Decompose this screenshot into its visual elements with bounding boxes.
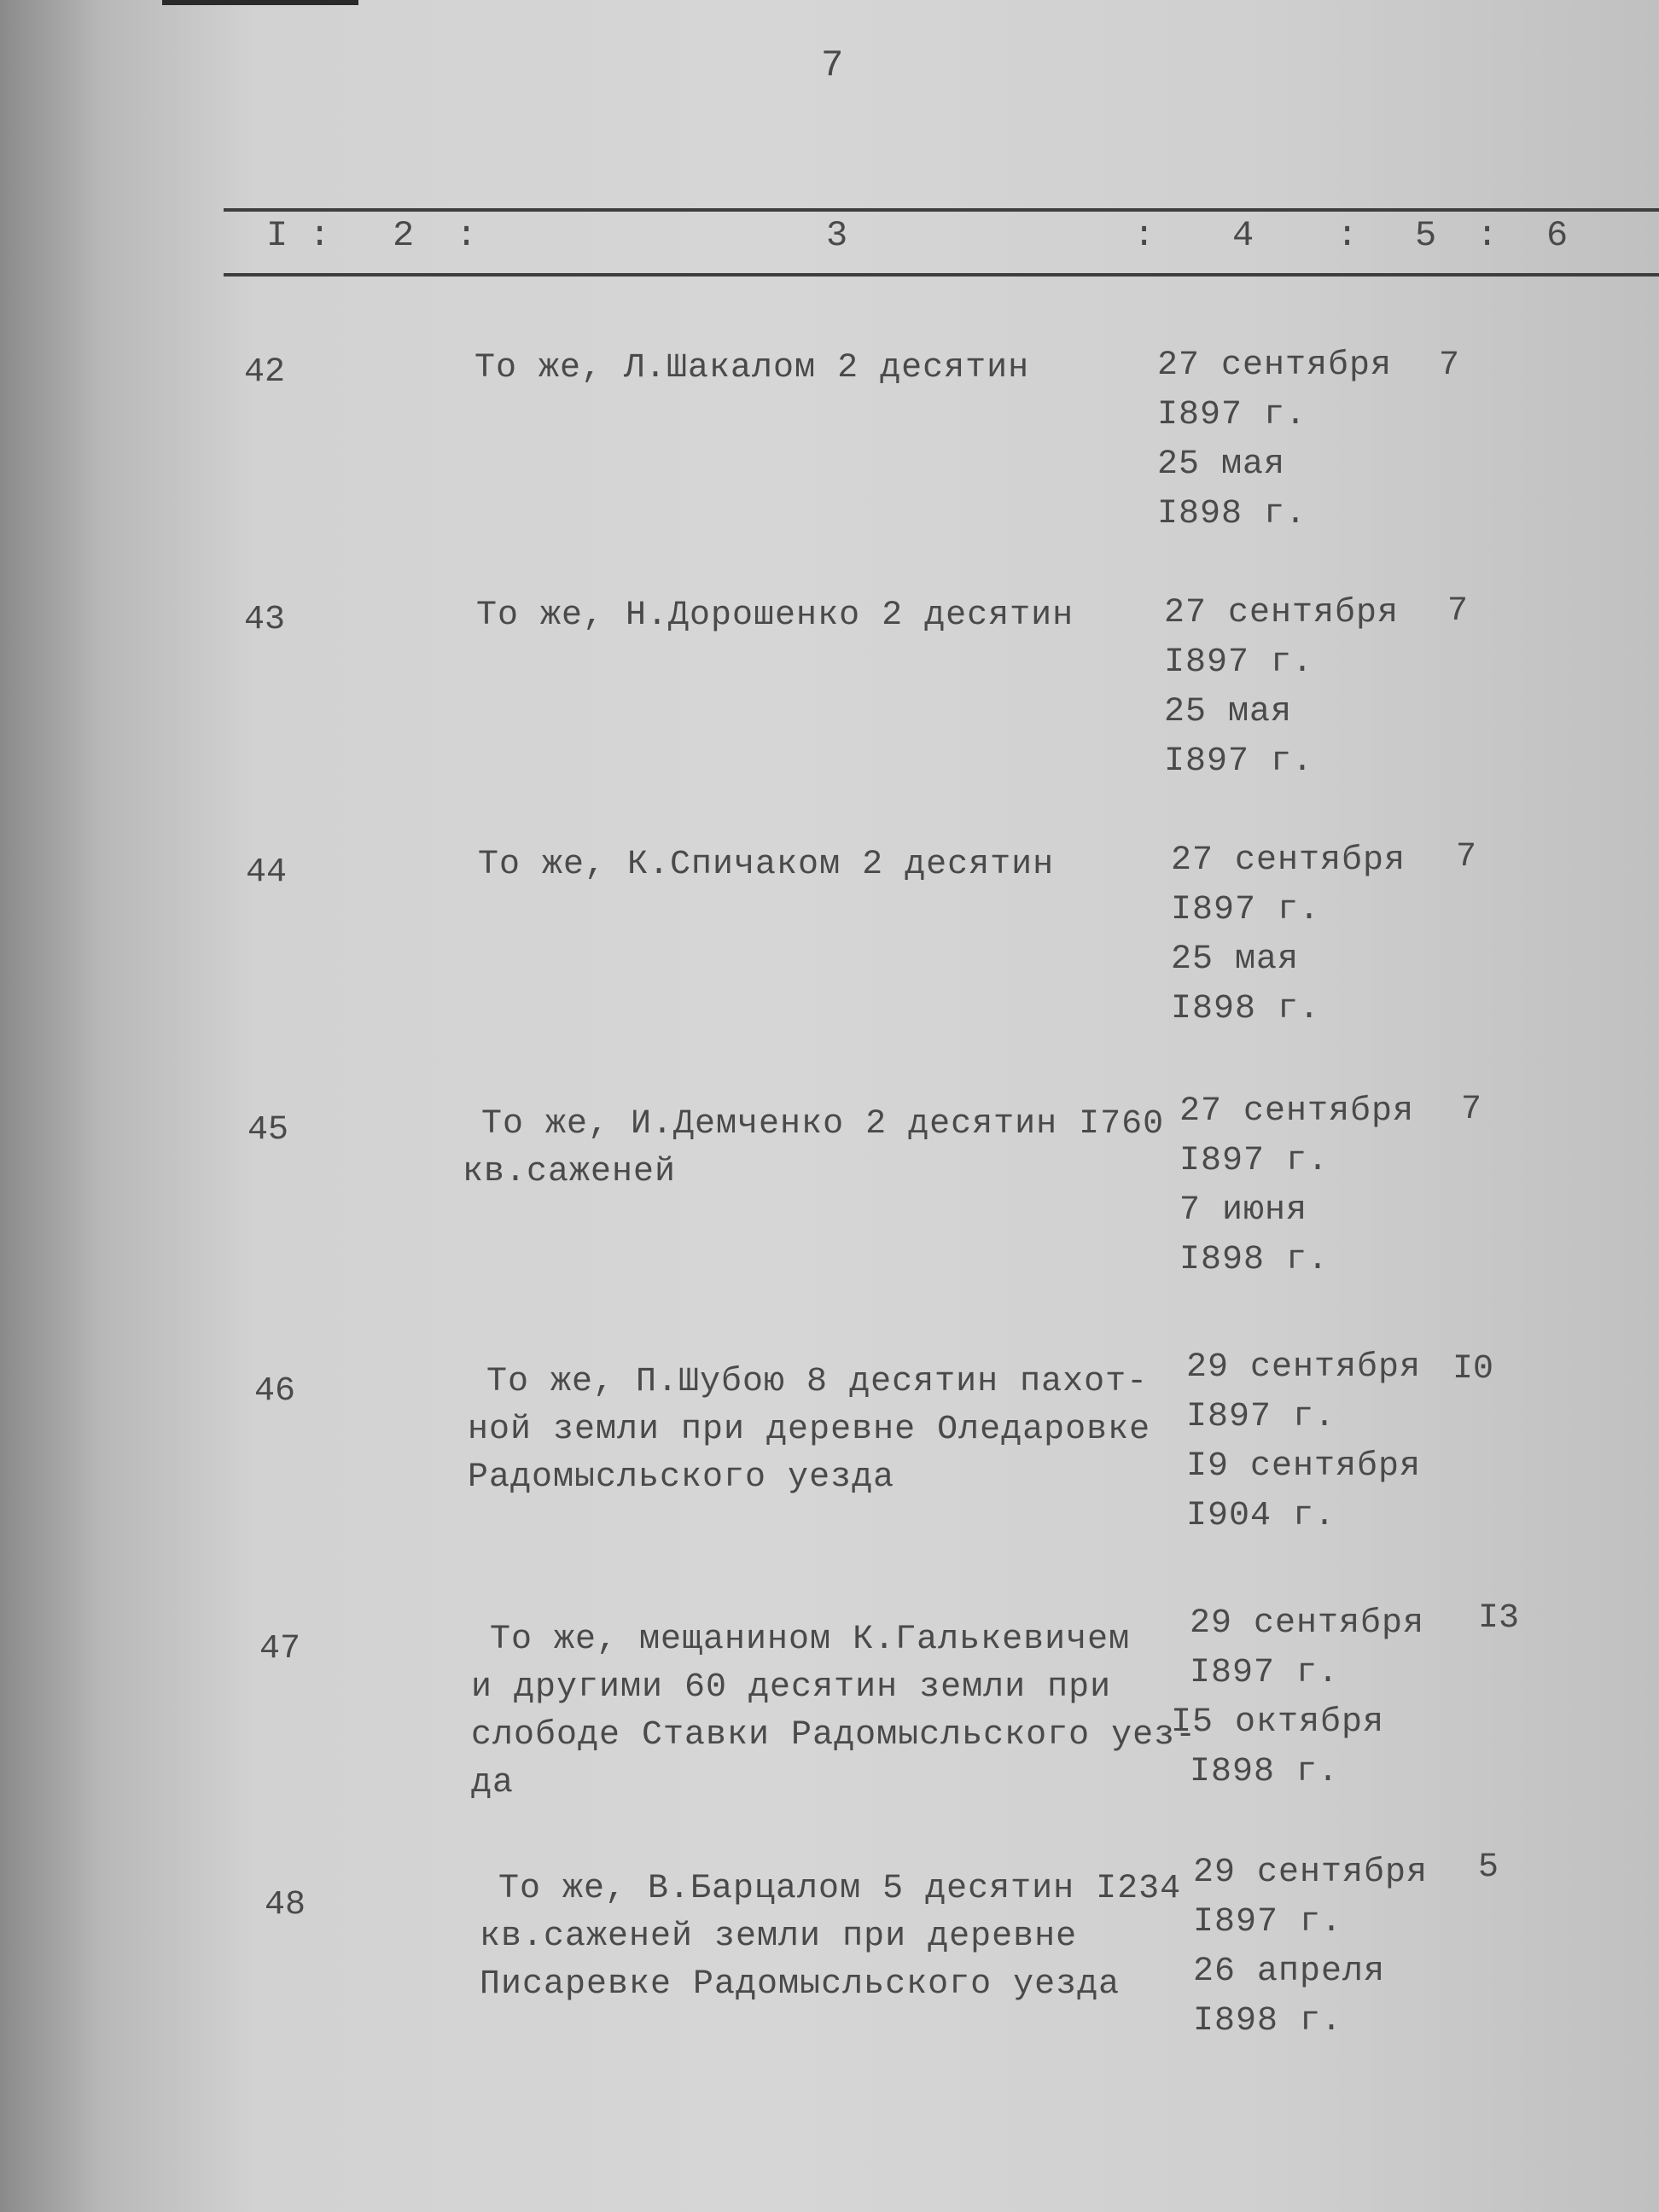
date-line: I897 г.: [1157, 396, 1307, 434]
date-line: 29 сентября: [1193, 1854, 1429, 1892]
description-line: То же, Л.Шакалом 2 десятин: [474, 349, 1030, 387]
row-number: 42: [244, 353, 286, 392]
date-line: I897 г.: [1193, 1903, 1343, 1941]
date-line: 27 сентября: [1171, 841, 1406, 880]
date-line: 25 мая: [1157, 445, 1286, 484]
date-line: I897 г.: [1164, 643, 1314, 682]
date-line: I898 г.: [1193, 2002, 1343, 2040]
date-line: I897 г.: [1164, 742, 1314, 781]
date-line: 27 сентября: [1179, 1092, 1415, 1131]
row-number: 43: [244, 601, 286, 639]
date-line: I898 г.: [1179, 1241, 1330, 1279]
header-sep: :: [456, 215, 480, 256]
date-line: 25 мая: [1164, 693, 1293, 731]
header-sep: :: [1133, 215, 1157, 256]
header-top-rule: [224, 208, 1659, 212]
header-sep: :: [1336, 215, 1360, 256]
description-line: Радомысльского уезда: [468, 1458, 895, 1497]
date-line: 27 сентября: [1157, 346, 1393, 385]
page-top-edge: [162, 0, 358, 5]
header-col-1: I: [266, 215, 290, 256]
header-col-6: 6: [1546, 215, 1570, 256]
description-line: То же, Н.Дорошенко 2 десятин: [476, 597, 1074, 635]
date-line: I9 сентября: [1186, 1447, 1422, 1486]
row-quantity: I3: [1478, 1599, 1520, 1638]
header-col-3: 3: [826, 215, 850, 256]
header-sep: :: [309, 215, 333, 256]
row-number: 48: [265, 1886, 306, 1924]
row-dates: [1171, 836, 1406, 1034]
description-line: То же, И.Демченко 2 десятин I760: [481, 1105, 1165, 1144]
row-description: [476, 592, 1074, 640]
date-line: 7 июня: [1179, 1191, 1308, 1230]
row-dates: [1186, 1343, 1421, 1541]
header-col-5: 5: [1415, 215, 1439, 256]
row-quantity: 7: [1461, 1091, 1482, 1129]
row-dates: [1179, 1087, 1414, 1285]
date-line: I898 г.: [1171, 990, 1321, 1028]
row-dates: [1171, 1599, 1425, 1797]
row-description: [468, 1359, 1150, 1502]
description-line: и другими 60 десятин земли при: [471, 1668, 1112, 1707]
row-quantity: I0: [1452, 1350, 1494, 1388]
row-quantity: 7: [1447, 592, 1469, 631]
date-line: I898 г.: [1157, 495, 1307, 533]
date-line: I897 г.: [1190, 1654, 1340, 1692]
row-description: [480, 1866, 1181, 2009]
date-line: I898 г.: [1190, 1753, 1340, 1791]
date-line: 27 сентября: [1164, 594, 1400, 632]
header-col-2: 2: [393, 215, 416, 256]
description-line: кв.саженей земли при деревне: [480, 1918, 1078, 1956]
date-line: I897 г.: [1179, 1142, 1330, 1180]
description-line: То же, П.Шубою 8 десятин пахот-: [486, 1363, 1149, 1401]
row-number: 46: [254, 1372, 296, 1411]
row-dates: [1164, 589, 1399, 787]
description-line: да: [471, 1764, 515, 1802]
row-description: [471, 1616, 1196, 1807]
row-description: [478, 841, 1054, 889]
header-bottom-rule: [224, 273, 1659, 276]
date-line: I5 октября: [1171, 1703, 1385, 1742]
row-dates: [1193, 1848, 1428, 2046]
row-quantity: 7: [1456, 838, 1477, 876]
header-sep: :: [1476, 215, 1500, 256]
description-line: слободе Ставки Радомысльского уез-: [471, 1716, 1197, 1755]
row-quantity: 5: [1478, 1848, 1499, 1887]
page-number: 7: [821, 44, 844, 87]
description-line: ной земли при деревне Оледаровке: [468, 1411, 1151, 1449]
description-line: То же, К.Спичаком 2 десятин: [478, 846, 1055, 884]
date-line: I904 г.: [1186, 1497, 1336, 1535]
date-line: 29 сентября: [1186, 1348, 1422, 1387]
description-line: кв.саженей: [463, 1153, 677, 1191]
row-description: [463, 1101, 1164, 1196]
description-line: То же, В.Барцалом 5 десятин I234: [498, 1870, 1182, 1908]
header-col-4: 4: [1232, 215, 1256, 256]
row-description: [474, 345, 1029, 393]
row-number: 47: [259, 1630, 301, 1668]
row-number: 45: [247, 1111, 289, 1150]
description-line: То же, мещанином К.Галькевичем: [490, 1621, 1131, 1659]
row-quantity: 7: [1439, 346, 1460, 385]
date-line: I897 г.: [1186, 1398, 1336, 1436]
date-line: I897 г.: [1171, 891, 1321, 929]
row-number: 44: [246, 853, 288, 892]
date-line: 26 апреля: [1193, 1953, 1386, 1991]
description-line: Писаревке Радомысльского уезда: [480, 1965, 1121, 2004]
date-line: 29 сентября: [1190, 1604, 1425, 1643]
row-dates: [1157, 341, 1392, 539]
date-line: 25 мая: [1171, 940, 1300, 979]
